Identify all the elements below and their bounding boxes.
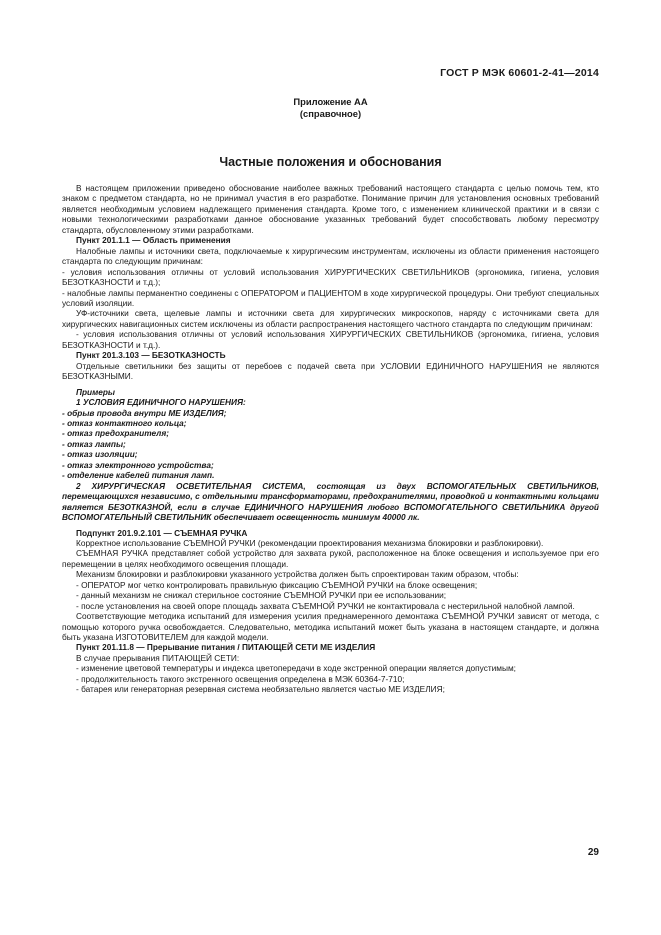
example-item: - отказ контактного кольца; (62, 417, 187, 428)
list-item: - продолжительность такого экстренного освещения определена в МЭК 60364-7-710; (76, 673, 405, 684)
list-item: - налобные лампы перманентно соединены с ОПЕРАТОРОМ и ПАЦИЕНТОМ в ходе хирургической процедуры. Они требуют специальных условий изоляции. (62, 287, 599, 308)
example-item: - отделение кабелей питания ламп. (62, 470, 215, 481)
list-item: - условия использования отличны от условий использования ХИРУРГИЧЕСКИХ СВЕТИЛЬНИКОВ (эргономика, гигиена, условия БЕЗОТКАЗНОСТИ и т.д.). (62, 329, 599, 350)
document-code: ГОСТ Р МЭК 60601-2-41—2014 (440, 67, 599, 79)
intro-paragraph: В настоящем приложении приведено обоснование наиболее важных требований настоящего стандарта с целью помочь тем, кто знаком с предметом стандарта, но не принимал участия в его разработке. Понимание причин для установления основных требований является необходимым условием надлежащего применения стандарта. Кроме того, с изменением клинической практики и в связи с новыми технологическими разработками данное обоснование указанных требований будет способствовать любому пересмотру стандарта, обусловленному этими разработками. (62, 183, 599, 235)
paragraph: Налобные лампы и источники света, подключаемые к хирургическим инструментам, исключены из области применения настоящего стандарта по следующим причинам: (62, 245, 599, 267)
list-item: - ОПЕРАТОР мог четко контролировать правильную фиксацию СЪЕМНОЙ РУЧКИ на блоке освещения; (76, 579, 478, 590)
clause-heading: Пункт 201.1.1 — Область применения (76, 235, 231, 246)
list-item: - изменение цветовой температуры и индекса цветопередачи в ходе экстренной операции является допустимым; (76, 663, 516, 674)
example-item: - отказ предохранителя; (62, 428, 169, 439)
list-item: - условия использования отличны от условий использования ХИРУРГИЧЕСКИХ СВЕТИЛЬНИКОВ (эргономика, гигиена, условия БЕЗОТКАЗНОСТИ и т.д.); (62, 266, 599, 288)
paragraph: В случае прерывания ПИТАЮЩЕЙ СЕТИ: (76, 652, 240, 663)
appendix-title: Приложение АА (293, 96, 368, 107)
example-item: 2 ХИРУРГИЧЕСКАЯ ОСВЕТИТЕЛЬНАЯ СИСТЕМА, состоящая из двух ВСПОМОГАТЕЛЬНЫХ СВЕТИЛЬНИКОВ, перемещающихся независимо, с отдельными трансформаторами, предохранителями, проводкой и контактными кольцами является БЕЗОТКАЗНОЙ, если в случае ЕДИНИЧНОГО НАРУШЕНИЯ любого ВСПОМОГАТЕЛЬНОГО СВЕТИЛЬНИКА другой ВСПОМОГАТЕЛЬНЫЙ СВЕТИЛЬНИК обеспечивает освещенность минимум 40000 лк. (62, 480, 599, 523)
clause-heading: Подпункт 201.9.2.101 — СЪЕМНАЯ РУЧКА (76, 527, 248, 538)
body-text (62, 183, 599, 695)
example-item: - отказ электронного устройства; (62, 459, 214, 470)
clause-heading: Пункт 201.11.8 — Прерывание питания / ПИТАЮЩЕЙ СЕТИ МЕ ИЗДЕЛИЯ (76, 642, 376, 653)
page-number: 29 (587, 847, 599, 858)
example-item: - отказ лампы; (62, 438, 126, 449)
paragraph: Механизм блокировки и разблокировки указанного устройства должен быть спроектирован таким образом, чтобы: (76, 569, 519, 580)
examples-heading: Примеры (76, 386, 116, 397)
paragraph: СЪЕМНАЯ РУЧКА представляет собой устройство для захвата рукой, расположенное на блоке освещения и используемое при его перемещении в целях необходимого освещения площади. (62, 548, 599, 569)
paragraph: Корректное использование СЪЕМНОЙ РУЧКИ (рекомендации проектирования механизма блокировки и разблокировки). (76, 537, 544, 548)
example-item: - обрыв провода внутри МЕ ИЗДЕЛИЯ; (62, 407, 227, 418)
list-item: - данный механизм не снижал стерильное состояние СЪЕМНОЙ РУЧКИ при ее использовании; (76, 590, 447, 601)
appendix-heading (0, 96, 661, 120)
appendix-subtitle: (справочное) (299, 108, 362, 119)
example-item: 1 УСЛОВИЯ ЕДИНИЧНОГО НАРУШЕНИЯ: (76, 397, 246, 408)
list-item: - после установления на своей опоре площадь захвата СЪЕМНОЙ РУЧКИ не контактировала с нестерильной налобной лампой. (76, 600, 575, 611)
list-item: - батарея или генераторная резервная система необязательно является частью МЕ ИЗДЕЛИЯ; (76, 684, 445, 695)
paragraph: Отдельные светильники без защиты от перебоев с подачей света при УСЛОВИИ ЕДИНИЧНОГО НАРУШЕНИЯ не являются БЕЗОТКАЗНЫМИ. (62, 360, 599, 382)
example-item: - отказ изоляции; (62, 449, 138, 460)
paragraph: Соответствующие методика испытаний для измерения усилия преднамеренного демонтажа СЪЕМНОЙ РУЧКИ зависят от метода, с помощью которого ручка освобождается. Следовательно, методика испытаний может быть указана в настоящем стандарте, и должна быть указана ИЗГОТОВИТЕЛЕМ для каждой модели. (62, 611, 599, 643)
paragraph: УФ-источники света, щелевые лампы и источники света для хирургических микроскопов, наряду с источниками света для хирургических навигационных систем исключены из области распространения настоящего частного стандарта по следующим причинам: (62, 308, 599, 329)
section-title: Частные положения и обоснования (219, 155, 442, 169)
clause-heading: Пункт 201.3.103 — БЕЗОТКАЗНОСТЬ (76, 350, 226, 361)
